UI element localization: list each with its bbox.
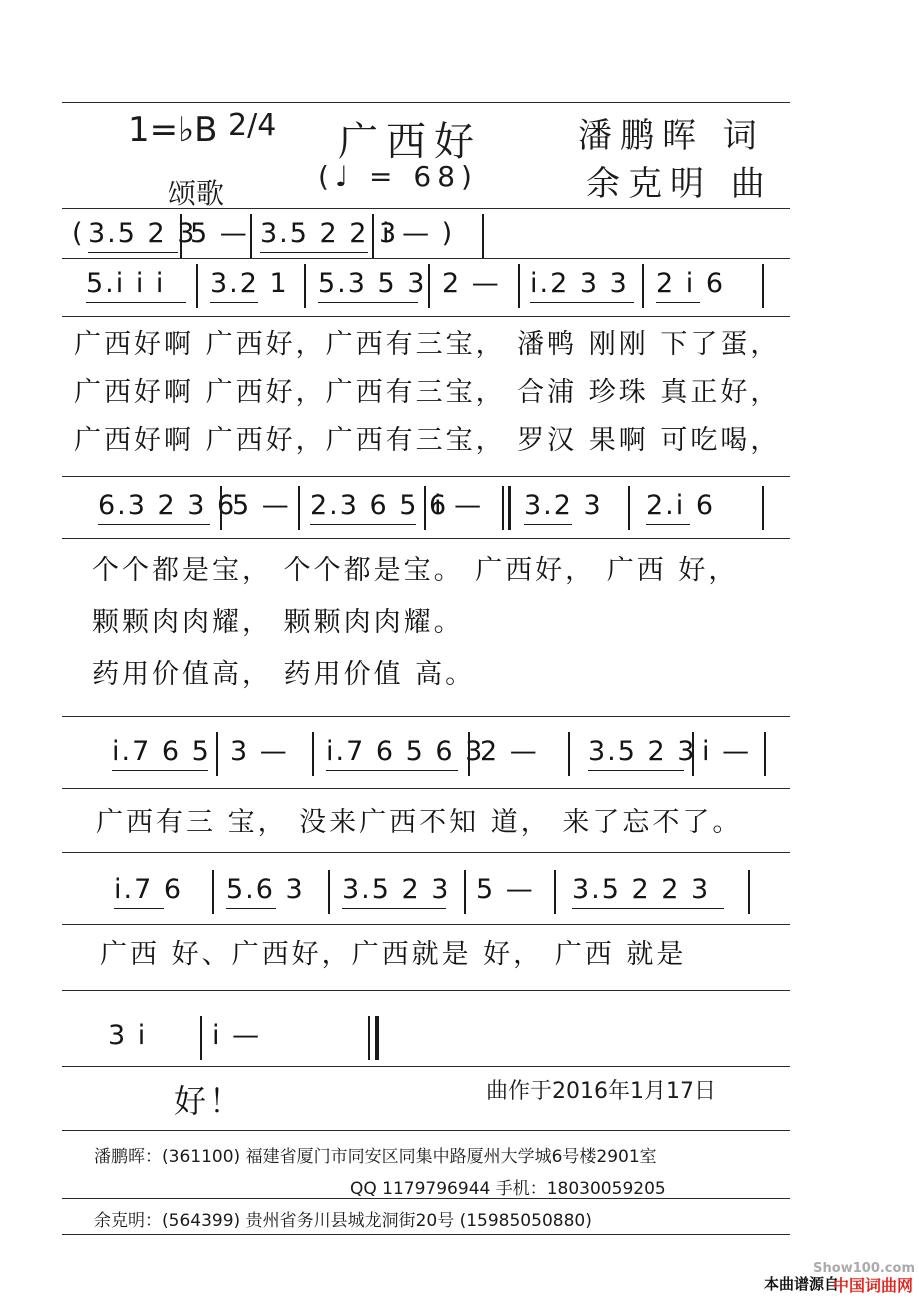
measure-2: 5 — xyxy=(232,490,291,521)
repeat-barline xyxy=(502,486,504,530)
barline xyxy=(692,732,694,776)
staff-line-3 xyxy=(72,730,772,784)
staff-rule xyxy=(62,208,790,209)
beam-underline xyxy=(646,524,690,525)
measure-6: 2.i 6 xyxy=(646,490,716,521)
measure-4: 2 — xyxy=(442,268,501,299)
top-rule xyxy=(62,102,790,103)
staff-rule xyxy=(62,788,790,789)
beam-underline xyxy=(98,524,210,525)
lyric-verse-2: 颗颗肉肉耀， 颗颗肉肉耀。 xyxy=(92,607,464,638)
measure-1: 6.3 2 3 6 xyxy=(98,490,237,521)
beam-underline xyxy=(310,524,416,525)
time-signature: 2/4 xyxy=(228,108,277,143)
beam-underline xyxy=(88,252,178,253)
tempo-marking: (♩ = 68) xyxy=(318,160,478,193)
barline xyxy=(216,732,218,776)
lyric-verse-1: 广西好啊 广西好，广西有三宝， 潘鸭 刚刚 下了蛋， xyxy=(74,329,781,360)
staff-rule xyxy=(62,924,790,925)
barline xyxy=(250,214,252,258)
source-site-link[interactable]: 中国词曲网 xyxy=(832,1276,913,1295)
barline xyxy=(298,486,300,530)
measure-4: i — xyxy=(434,490,484,521)
staff-rule xyxy=(62,476,790,477)
beam-underline xyxy=(114,908,164,909)
barline xyxy=(482,214,484,258)
beam-underline xyxy=(86,302,186,303)
staff-rule xyxy=(62,990,790,991)
staff-line-1 xyxy=(72,262,772,316)
beam-underline xyxy=(260,252,368,253)
staff-rule xyxy=(62,538,790,539)
barline xyxy=(212,870,214,914)
barline xyxy=(568,732,570,776)
measure-5: 3.5 2 3 xyxy=(588,736,697,767)
lyric-verse-2: 广西好啊 广西好，广西有三宝， 合浦 珍珠 真正好， xyxy=(74,377,781,408)
beam-underline xyxy=(656,302,700,303)
measure-2: 3 — xyxy=(230,736,289,767)
barline xyxy=(372,214,374,258)
measure-5: 3.5 2 2 3 xyxy=(572,874,711,905)
lyric-verse-1: 个个都是宝， 个个都是宝。 广西好， 广西 好， xyxy=(92,555,739,586)
barline xyxy=(762,264,764,308)
barline xyxy=(762,486,764,530)
intro-measure-2: 5 — xyxy=(190,218,249,249)
barline xyxy=(518,264,520,308)
intro-measure-3: 3.5 2 2 3 xyxy=(260,218,399,249)
staff-rule xyxy=(62,852,790,853)
staff-rule xyxy=(62,1130,790,1131)
staff-line-2 xyxy=(72,484,772,538)
lyric-verse-3: 药用价值高， 药用价值 高。 xyxy=(92,659,476,690)
lyricist-phone: QQ 1179796944 手机：18030059205 xyxy=(350,1179,666,1199)
staff-line-4 xyxy=(72,868,772,922)
staff-rule xyxy=(62,258,790,259)
barline xyxy=(328,870,330,914)
barline xyxy=(428,264,430,308)
composition-date: 曲作于2016年1月17日 xyxy=(486,1079,716,1104)
beam-underline xyxy=(210,302,258,303)
barline xyxy=(554,870,556,914)
measure-3: 2.3 6 5 6 xyxy=(310,490,449,521)
lyricist-contact: 潘鹏晖：(361100) 福建省厦门市同安区同集中路厦州大学城6号楼2901室 xyxy=(94,1147,657,1167)
barline xyxy=(200,1016,202,1060)
beam-underline xyxy=(326,770,458,771)
barline xyxy=(764,732,766,776)
key-signature: 1=♭B xyxy=(128,110,218,150)
barline xyxy=(312,732,314,776)
measure-4: 2 — xyxy=(480,736,539,767)
staff-rule xyxy=(62,316,790,317)
lyric-verse-3: 广西好啊 广西好，广西有三宝， 罗汉 果啊 可吃喝， xyxy=(74,425,781,456)
barline xyxy=(468,732,470,776)
measure-1: i.7 6 xyxy=(114,874,184,905)
style-marking: 颂歌 xyxy=(168,177,225,210)
beam-underline xyxy=(572,908,724,909)
measure-2: 5.6 3 xyxy=(226,874,305,905)
measure-1: i.7 6 5 xyxy=(112,736,211,767)
barline xyxy=(220,486,222,530)
staff-rule xyxy=(62,1234,790,1235)
lyricist-credit: 潘鹏晖 词 xyxy=(578,116,765,156)
measure-5: 3.2 3 xyxy=(524,490,603,521)
beam-underline xyxy=(226,908,276,909)
song-title: 广西好 xyxy=(338,119,482,165)
measure-6: 2 i 6 xyxy=(656,268,726,299)
barline xyxy=(748,870,750,914)
measure-1: 5.i i i xyxy=(86,268,166,299)
staff-line-5 xyxy=(72,1014,772,1068)
intro-measure-1: 3.5 2 3 xyxy=(88,218,197,249)
beam-underline xyxy=(318,302,418,303)
beam-underline xyxy=(588,770,684,771)
beam-underline xyxy=(112,770,208,771)
measure-3: 3.5 2 3 xyxy=(342,874,451,905)
lyric-line: 广西 好、广西好，广西就是 好， 广西 就是 xyxy=(100,939,687,970)
final-barline-thick xyxy=(375,1016,379,1060)
measure-3: 5.3 5 3 xyxy=(318,268,427,299)
barline xyxy=(628,486,630,530)
barline xyxy=(196,264,198,308)
staff-rule xyxy=(62,1066,790,1067)
source-label: 本曲谱源自 xyxy=(763,1275,839,1293)
beam-underline xyxy=(524,524,572,525)
measure-1: 3 i xyxy=(108,1020,148,1051)
measure-2: i — xyxy=(212,1020,262,1051)
measure-5: i.2 3 3 xyxy=(530,268,629,299)
composer-credit: 余克明 曲 xyxy=(586,164,773,204)
measure-2: 3.2 1 xyxy=(210,268,289,299)
intro-paren: ( xyxy=(72,218,85,249)
measure-4: 5 — xyxy=(476,874,535,905)
measure-3: i.7 6 5 6 3 xyxy=(326,736,485,767)
barline xyxy=(642,264,644,308)
measure-6: i — xyxy=(702,736,752,767)
barline xyxy=(424,486,426,530)
barline xyxy=(180,214,182,258)
composer-contact: 余克明：(564399) 贵州省务川县城龙洞街20号 (15985050880) xyxy=(94,1211,592,1231)
watermark-logo: Show100.com xyxy=(813,1261,915,1276)
barline xyxy=(304,264,306,308)
lyric-line: 广西有三 宝， 没来广西不知 道， 来了忘不了。 xyxy=(96,807,743,838)
barline xyxy=(464,870,466,914)
beam-underline xyxy=(342,908,446,909)
staff-rule xyxy=(62,1198,790,1199)
lyric-line: 好！ xyxy=(174,1082,245,1120)
intro-measure-4: i — ) xyxy=(382,218,455,249)
staff-rule xyxy=(62,716,790,717)
final-barline xyxy=(368,1016,370,1060)
beam-underline xyxy=(530,302,634,303)
repeat-barline-thick xyxy=(508,486,511,530)
